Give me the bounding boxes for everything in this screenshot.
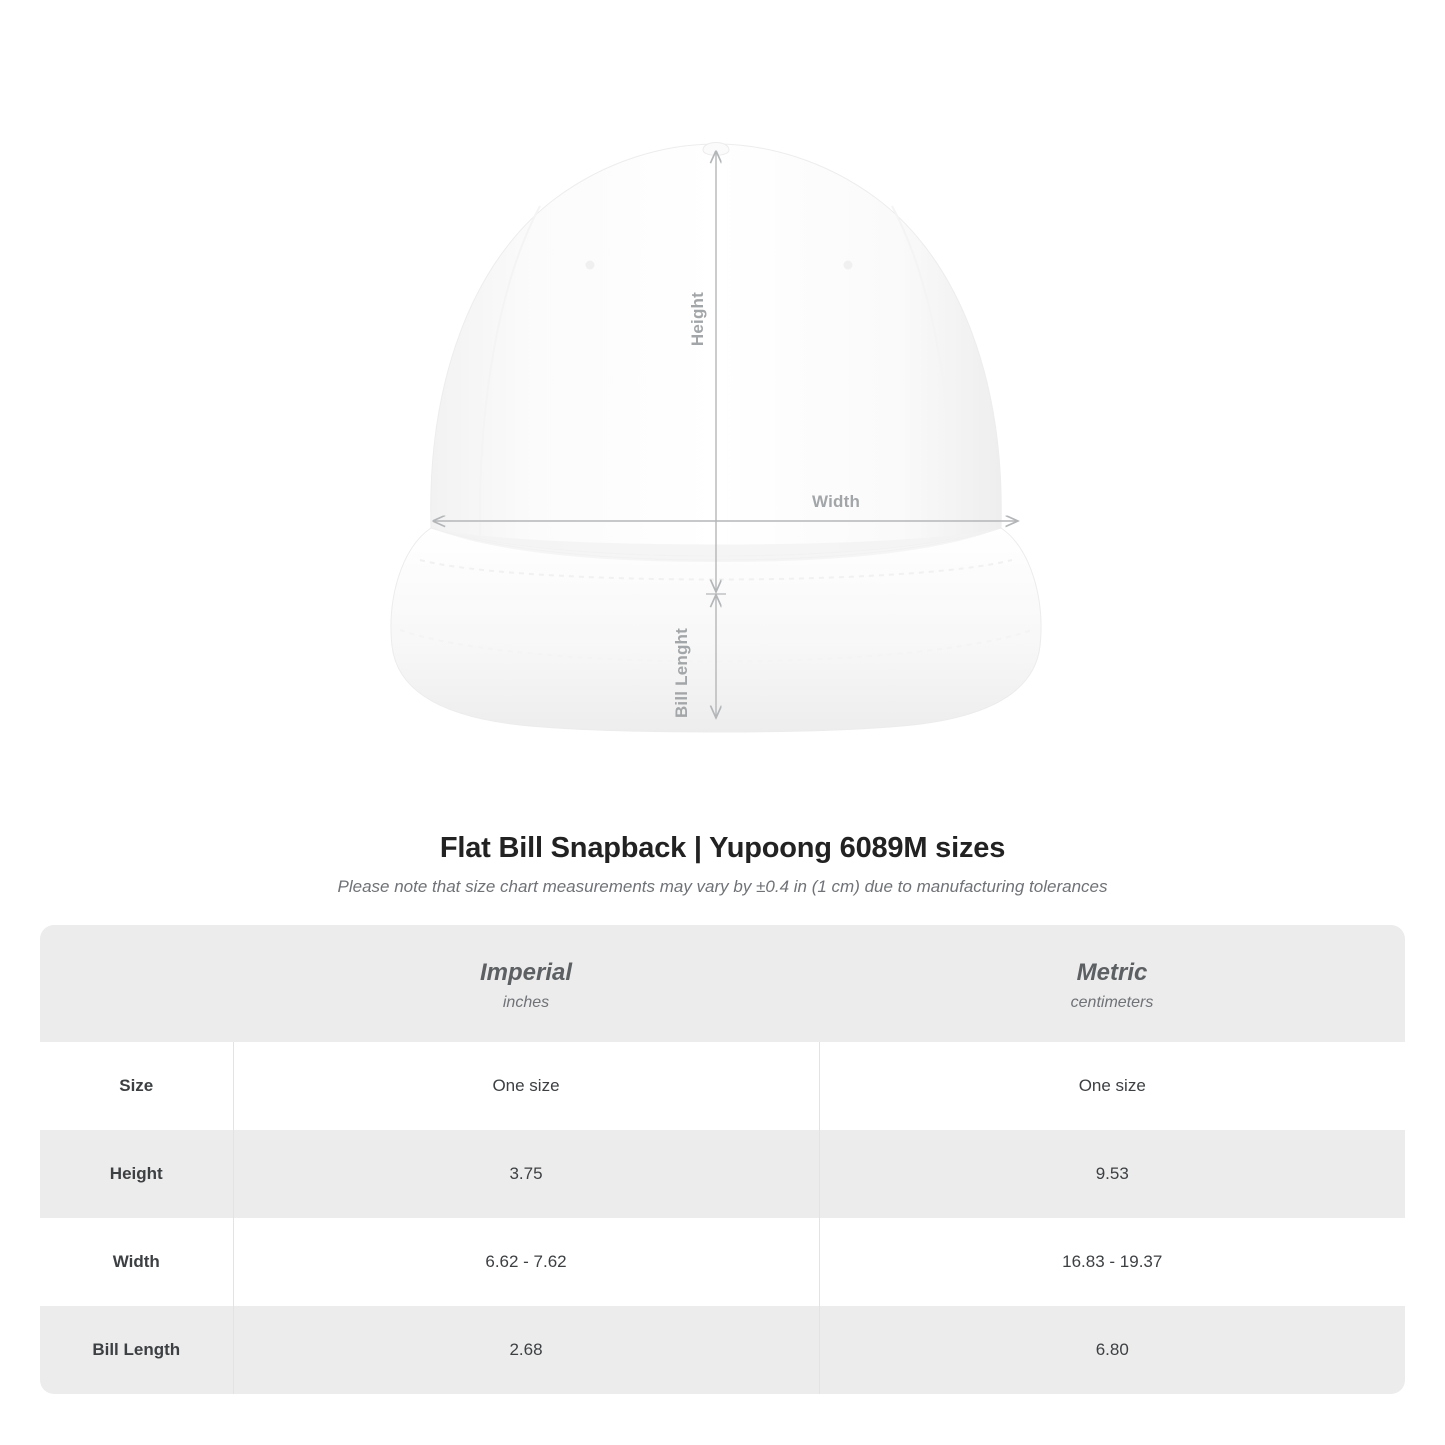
- size-table-wrap: [40, 925, 1405, 1394]
- size-table: [40, 925, 1405, 1394]
- cell-size-metric: One size: [1078, 1076, 1146, 1095]
- table-row: [40, 1042, 1405, 1130]
- header-imperial: [233, 925, 819, 1042]
- header-metric: [819, 925, 1405, 1042]
- table-row: [40, 1218, 1405, 1306]
- height-dimension-label: Height: [688, 292, 707, 347]
- page-title: Flat Bill Snapback | Yupoong 6089M sizes: [439, 832, 1006, 864]
- row-label-width: Width: [40, 1218, 233, 1306]
- imperial-name: Imperial: [479, 959, 573, 986]
- table-row: [40, 1130, 1405, 1218]
- cell-width-metric: 16.83 - 19.37: [1062, 1252, 1163, 1271]
- row-label-height: Height: [40, 1130, 233, 1218]
- size-table-body: [40, 1042, 1405, 1394]
- cell-bill-length-imperial: 2.68: [233, 1306, 819, 1394]
- row-label-size: Size: [40, 1042, 233, 1130]
- bill-label-line1: Bill: [672, 690, 691, 719]
- imperial-sub: inches: [502, 994, 550, 1011]
- cell-height-metric: 9.53: [819, 1130, 1405, 1218]
- metric-name: Metric: [1076, 959, 1148, 986]
- cell-height-imperial: 3.75: [233, 1130, 819, 1218]
- tolerance-note: Please note that size chart measurements may vary by ±0.4 in (1 cm) due to manufacturing tolerances: [337, 877, 1108, 896]
- cell-width-imperial: 6.62 - 7.62: [233, 1218, 819, 1306]
- bill-length-dimension-label: [672, 628, 714, 718]
- row-label-bill-length: Bill Length: [40, 1306, 233, 1394]
- header-blank: [40, 925, 233, 1042]
- width-dimension-label: Width: [812, 492, 861, 511]
- size-table-head: [40, 925, 1405, 1042]
- title-block: [0, 832, 1445, 897]
- table-row: [40, 1306, 1405, 1394]
- table-header-row: [40, 925, 1405, 1042]
- metric-sub: centimeters: [1070, 994, 1154, 1011]
- cell-size-imperial: One size: [233, 1042, 819, 1130]
- cell-bill-length-metric: 6.80: [819, 1306, 1405, 1394]
- bill-label-line2: Lenght: [672, 628, 691, 686]
